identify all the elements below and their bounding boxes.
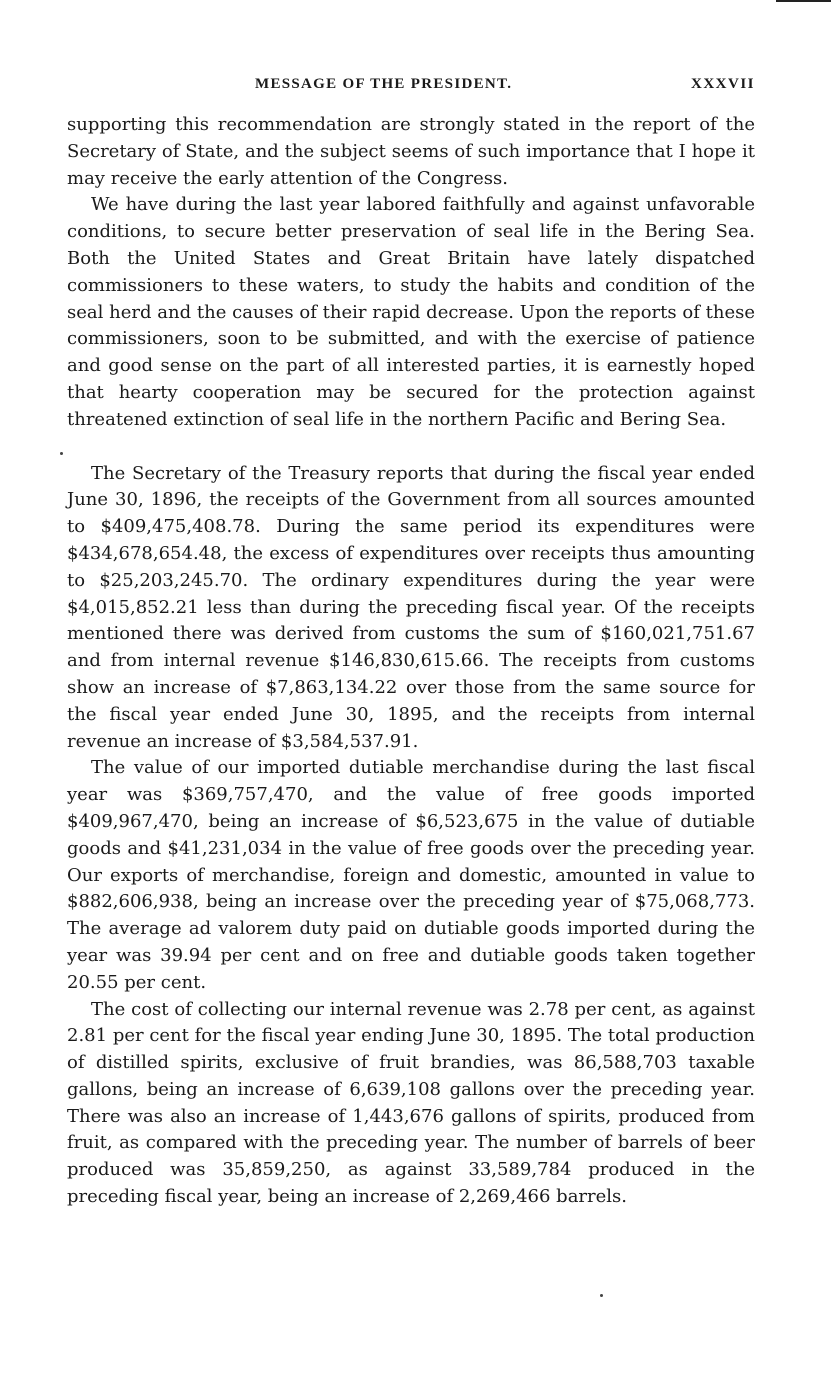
page-header — [70, 76, 755, 100]
paragraph-imports-exports: The value of our imported dutiable merchandise during the last fiscal year was $369,757,470, and the value of free goods imported $409,967,470, being an increase of $6,523,675 in the value of dutiable goods and $41,231,034 in the value of free goods over the preceding year. Our exports of merchandise, foreign and domestic, amounted in value to $882,606,938, being an increase over the preceding year of $75,068,773. The average ad valorem duty paid on dutiable goods imported during the year was 39.94 per cent and on free and dutiable goods taken together 20.55 per cent. — [67, 757, 755, 993]
page-number: XXXVII — [690, 76, 755, 92]
paragraph-treasury-receipts: The Secretary of the Treasury reports that during the fiscal year ended June 30, 1896, the receipts of the Government from all sources amounted to $409,475,408.78. During the same period its expenditures were $434,678,654.48, the excess of expenditures over receipts thus amounting to $25,203,245.70. The ordinary expenditures during the year were $4,015,852.21 less than during the preceding fiscal year. Of the receipts mentioned there was derived from customs the sum of $160,021,751.67 and from internal revenue $146,830,615.66. The receipts from customs show an increase of $7,863,134.22 over those from the same source for the fiscal year ended June 30, 1895, and the receipts from internal revenue an increase of $3,584,537.91. — [67, 462, 755, 752]
ink-speck — [600, 1294, 603, 1297]
corner-rule — [776, 0, 831, 2]
ink-speck — [60, 452, 63, 455]
paragraph-continuation: supporting this recommendation are strongly stated in the report of the Secretary of State, and the subject seems of such importance that I hope it may receive the early attention of the Congress. — [67, 114, 755, 189]
paragraph-seal-life: We have during the last year labored faithfully and against unfavorable conditions, to secure better preservation of seal life in the Bering Sea. Both the United States and Great Britain have lately dispatched commissioners to these waters, to study the habits and condition of the seal herd and the causes of their rapid decrease. Upon the reports of these commissioners, soon to be submitted, and with the exercise of patience and good sense on the part of all interested parties, it is earnestly hoped that hearty cooperation may be secured for the protection against threatened extinction of seal life in the northern Pacific and Bering Sea. — [67, 194, 755, 430]
paragraph-internal-revenue: The cost of collecting our internal revenue was 2.78 per cent, as against 2.81 per cent for the fiscal year ending June 30, 1895. The total production of distilled spirits, exclusive of fruit brandies, was 86,588,703 taxable gallons, being an increase of 6,639,108 gallons over the preceding year. There was also an increase of 1,443,676 gallons of spirits, produced from fruit, as compared with the preceding year. The number of barrels of beer produced was 35,859,250, as against 33,589,784 produced in the preceding fiscal year, being an increase of 2,269,466 barrels. — [67, 998, 755, 1208]
running-title: MESSAGE OF THE PRESIDENT. — [255, 76, 513, 92]
body-text — [67, 112, 755, 1211]
